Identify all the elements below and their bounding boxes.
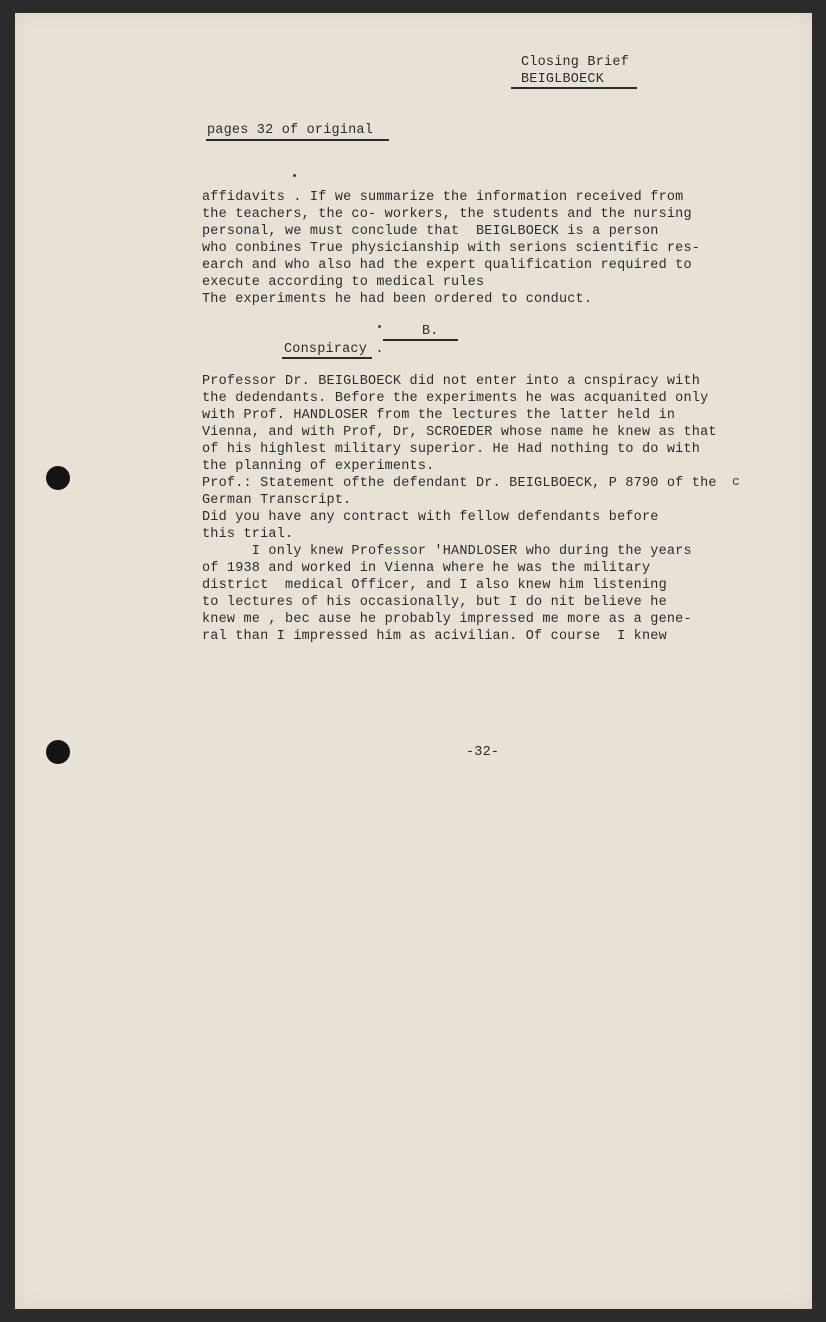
paragraph-line: Professor Dr. BEIGLBOECK did not enter into a cnspiracy with <box>202 374 701 389</box>
punch-hole-upper <box>46 466 70 490</box>
section-title: Conspiracy . <box>284 342 384 357</box>
paragraph-line: with Prof. HANDLOSER from the lectures the latter held in <box>202 408 676 423</box>
stray-mark <box>378 325 381 328</box>
section-title-underline <box>282 357 372 359</box>
punch-hole-lower <box>46 740 70 764</box>
paragraph-line: earch and who also had the expert qualification required to <box>202 258 692 273</box>
paragraph-line: ral than I impressed him as acivilian. Of course I knew <box>202 629 667 644</box>
paragraph-line: district medical Officer, and I also knew him listening <box>202 578 667 593</box>
pages-note-underline <box>206 139 389 141</box>
section-letter: B. <box>422 324 439 339</box>
paragraph-line: Did you have any contract with fellow defendants before <box>202 510 659 525</box>
header-subject: BEIGLBOECK <box>521 72 605 87</box>
paragraph-line: The experiments he had been ordered to conduct. <box>202 292 593 307</box>
paragraph-line: execute according to medical rules <box>202 275 485 290</box>
pages-note: pages 32 of original <box>207 123 374 138</box>
paragraph-line: I only knew Professor 'HANDLOSER who during the years <box>202 544 692 559</box>
paragraph-line: affidavits . If we summarize the information received from <box>202 190 684 205</box>
margin-mark: c <box>732 474 740 489</box>
paragraph-line: the teachers, the co- workers, the students and the nursing <box>202 207 692 222</box>
paragraph-line: the dedendants. Before the experiments he was acquanited only <box>202 391 709 406</box>
paragraph-line: of his highlest military superior. He Had nothing to do with <box>202 442 701 457</box>
header-title: Closing Brief <box>521 55 629 70</box>
paragraph-line: this trial. <box>202 527 294 542</box>
paragraph-line: to lectures of his occasionally, but I do nit believe he <box>202 595 667 610</box>
paragraph-line: knew me , bec ause he probably impressed me more as a gene- <box>202 612 692 627</box>
paragraph-line: of 1938 and worked in Vienna where he was the military <box>202 561 651 576</box>
paragraph-line: personal, we must conclude that BEIGLBOECK is a person <box>202 224 659 239</box>
header-underline <box>511 87 637 89</box>
paragraph-line: Prof.: Statement ofthe defendant Dr. BEIGLBOECK, P 8790 of the <box>202 476 717 491</box>
section-letter-underline <box>383 339 458 341</box>
paragraph-line: Vienna, and with Prof, Dr, SCROEDER whose name he knew as that <box>202 425 717 440</box>
paragraph-line: who conbines True physicianship with serions scientific res- <box>202 241 701 256</box>
page-number: -32- <box>466 745 500 760</box>
stray-mark <box>293 174 296 177</box>
paragraph-line: German Transcript. <box>202 493 352 508</box>
paragraph-line: the planning of experiments. <box>202 459 435 474</box>
